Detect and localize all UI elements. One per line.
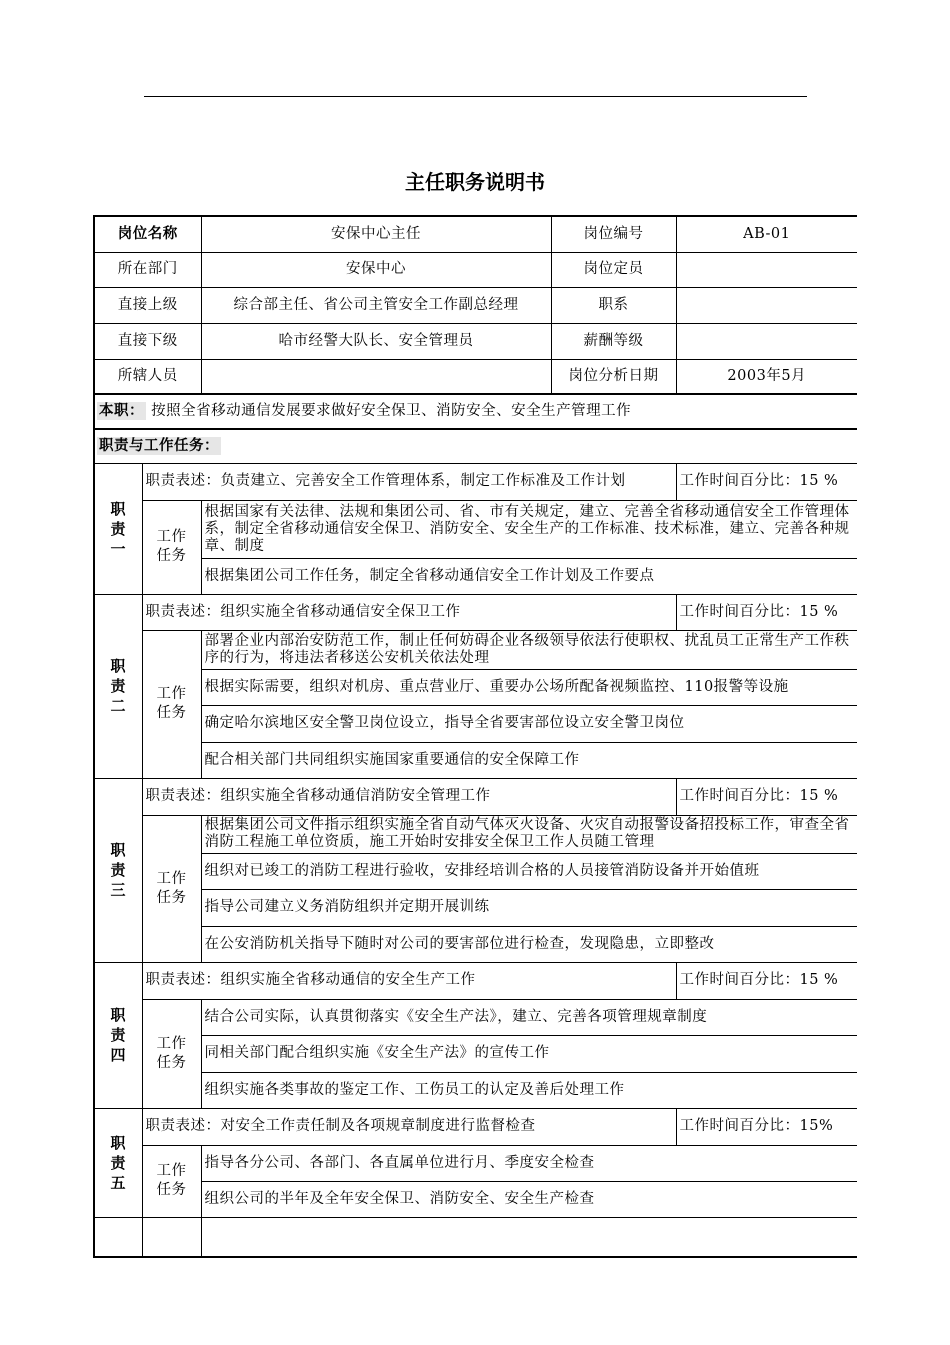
duty-4-task-3: 组织实施各类事故的鉴定工作、工伤员工的认定及善后处理工作 <box>201 1072 857 1108</box>
duty-2-task-row <box>94 669 857 705</box>
duty-1-task-label: 工作 任务 <box>142 500 201 594</box>
document-title: 主任职务说明书 <box>405 170 545 194</box>
label-position-name: 岗位名称 <box>94 216 201 252</box>
duty-5-task-2: 组织公司的半年及全年安全保卫、消防安全、安全生产检查 <box>201 1181 857 1217</box>
duty-5-description: 职责表述：对安全工作责任制及各项规章制度进行监督检查 <box>142 1108 676 1145</box>
duty-3-description: 职责表述：组织实施全省移动通信消防安全管理工作 <box>142 778 676 815</box>
duty-1-task-1: 根据国家有关法律、法规和集团公司、省、市有关规定，建立、完善全省移动通信安全工作管理体系，制定全省移动通信安全保卫、消防安全、安全生产的工作标准、技术标准，建立、完善各种规章、制度 <box>201 500 857 558</box>
duty-5-task-row <box>94 1145 857 1181</box>
duty-4-task-row <box>94 1035 857 1072</box>
label-department: 所在部门 <box>94 252 201 287</box>
duty-2-task-row <box>94 705 857 742</box>
continuation-row <box>94 1217 857 1257</box>
duty-2-label: 职 责 二 <box>94 594 142 778</box>
duty-4-task-1: 结合公司实际，认真贯彻落实《安全生产法》，建立、完善各项管理规章制度 <box>201 999 857 1035</box>
duty-4-task-2: 同相关部门配合组织实施《安全生产法》的宣传工作 <box>201 1035 857 1072</box>
label-staff: 所辖人员 <box>94 359 201 394</box>
value-staff <box>201 359 551 394</box>
duty-4-task-label: 工作 任务 <box>142 999 201 1108</box>
duty-3-task-row <box>94 853 857 889</box>
info-row-subordinate <box>94 323 857 359</box>
duty-3-task-row <box>94 815 857 853</box>
core-duty-row <box>94 394 857 429</box>
header-rule <box>144 96 807 97</box>
duty-2-description: 职责表述：组织实施全省移动通信安全保卫工作 <box>142 594 676 630</box>
duties-heading: 职责与工作任务： <box>99 437 219 454</box>
duty-2-task-label: 工作 任务 <box>142 630 201 778</box>
core-duty-text: 按照全省移动通信发展要求做好安全保卫、消防安全、安全生产管理工作 <box>151 403 632 419</box>
duty-2-task-row <box>94 742 857 778</box>
duty-1-label: 职 责 一 <box>94 463 142 594</box>
duty-2-task-1: 部署企业内部治安防范工作，制止任何妨碍企业各级领导依法行使职权、扰乱员工正常生产工作秩序的行为，将违法者移送公安机关依法处理 <box>201 630 857 669</box>
duty-2-time-percentage: 工作时间百分比：15 % <box>676 594 857 630</box>
label-position-code: 岗位编号 <box>551 216 676 252</box>
job-description-table <box>93 215 857 1258</box>
duty-1-time-percentage: 工作时间百分比：15 % <box>676 463 857 500</box>
core-duty-label: 本职： <box>99 403 144 419</box>
core-duty-cell <box>94 394 857 429</box>
info-row-superior <box>94 287 857 323</box>
duty-2-description-row <box>94 594 857 630</box>
duty-4-task-row <box>94 999 857 1035</box>
duty-5-description-row <box>94 1108 857 1145</box>
job-description-table-frame <box>93 215 857 1345</box>
label-superior: 直接上级 <box>94 287 201 323</box>
duty-1-task-row <box>94 500 857 558</box>
value-analysis-date: 2003年5月 <box>676 359 857 394</box>
duty-3-task-4: 在公安消防机关指导下随时对公司的要害部位进行检查，发现隐患，立即整改 <box>201 926 857 962</box>
duty-2-task-row <box>94 630 857 669</box>
duty-4-description-row <box>94 962 857 999</box>
label-headcount: 岗位定员 <box>551 252 676 287</box>
value-job-family <box>676 287 857 323</box>
duty-4-description: 职责表述：组织实施全省移动通信的安全生产工作 <box>142 962 676 999</box>
continuation-cell <box>94 1217 142 1257</box>
duty-4-label: 职 责 四 <box>94 962 142 1108</box>
duty-3-task-row <box>94 926 857 962</box>
duty-3-task-1: 根据集团公司文件指示组织实施全省自动气体灭火设备、火灾自动报警设备招投标工作，审查全省消防工程施工单位资质，施工开始时安排安全保卫工作人员随工管理 <box>201 815 857 853</box>
value-subordinate: 哈市经警大队长、安全管理员 <box>201 323 551 359</box>
info-row-position-name <box>94 216 857 252</box>
value-position-code: AB-01 <box>676 216 857 252</box>
duties-heading-cell <box>94 429 857 463</box>
duty-5-label: 职 责 五 <box>94 1108 142 1217</box>
duty-5-task-1: 指导各分公司、各部门、各直属单位进行月、季度安全检查 <box>201 1145 857 1181</box>
continuation-cell <box>201 1217 857 1257</box>
label-analysis-date: 岗位分析日期 <box>551 359 676 394</box>
duty-2-task-2: 根据实际需要，组织对机房、重点营业厅、重要办公场所配备视频监控、110报警等设施 <box>201 669 857 705</box>
label-pay-grade: 薪酬等级 <box>551 323 676 359</box>
duty-1-description: 职责表述：负责建立、完善安全工作管理体系，制定工作标准及工作计划 <box>142 463 676 500</box>
info-row-department <box>94 252 857 287</box>
duty-4-time-percentage: 工作时间百分比：15 % <box>676 962 857 999</box>
duty-4-task-row <box>94 1072 857 1108</box>
continuation-cell <box>142 1217 201 1257</box>
duty-5-task-label: 工作 任务 <box>142 1145 201 1217</box>
duty-2-task-4: 配合相关部门共同组织实施国家重要通信的安全保障工作 <box>201 742 857 778</box>
duty-3-task-row <box>94 889 857 926</box>
label-subordinate: 直接下级 <box>94 323 201 359</box>
duty-3-task-3: 指导公司建立义务消防组织并定期开展训练 <box>201 889 857 926</box>
duty-3-task-label: 工作 任务 <box>142 815 201 962</box>
value-superior: 综合部主任、省公司主管安全工作副总经理 <box>201 287 551 323</box>
duty-3-label: 职 责 三 <box>94 778 142 962</box>
duty-1-description-row <box>94 463 857 500</box>
duty-3-task-2: 组织对已竣工的消防工程进行验收，安排经培训合格的人员接管消防设备并开始值班 <box>201 853 857 889</box>
value-pay-grade <box>676 323 857 359</box>
duty-1-task-row <box>94 558 857 594</box>
duty-2-task-3: 确定哈尔滨地区安全警卫岗位设立，指导全省要害部位设立安全警卫岗位 <box>201 705 857 742</box>
duty-1-task-2: 根据集团公司工作任务，制定全省移动通信安全工作计划及工作要点 <box>201 558 857 594</box>
info-row-staff <box>94 359 857 394</box>
value-headcount <box>676 252 857 287</box>
duty-5-time-percentage: 工作时间百分比：15% <box>676 1108 857 1145</box>
duty-3-time-percentage: 工作时间百分比：15 % <box>676 778 857 815</box>
duties-heading-row <box>94 429 857 463</box>
duty-5-task-row <box>94 1181 857 1217</box>
duty-3-description-row <box>94 778 857 815</box>
label-job-family: 职系 <box>551 287 676 323</box>
value-department: 安保中心 <box>201 252 551 287</box>
value-position-name: 安保中心主任 <box>201 216 551 252</box>
